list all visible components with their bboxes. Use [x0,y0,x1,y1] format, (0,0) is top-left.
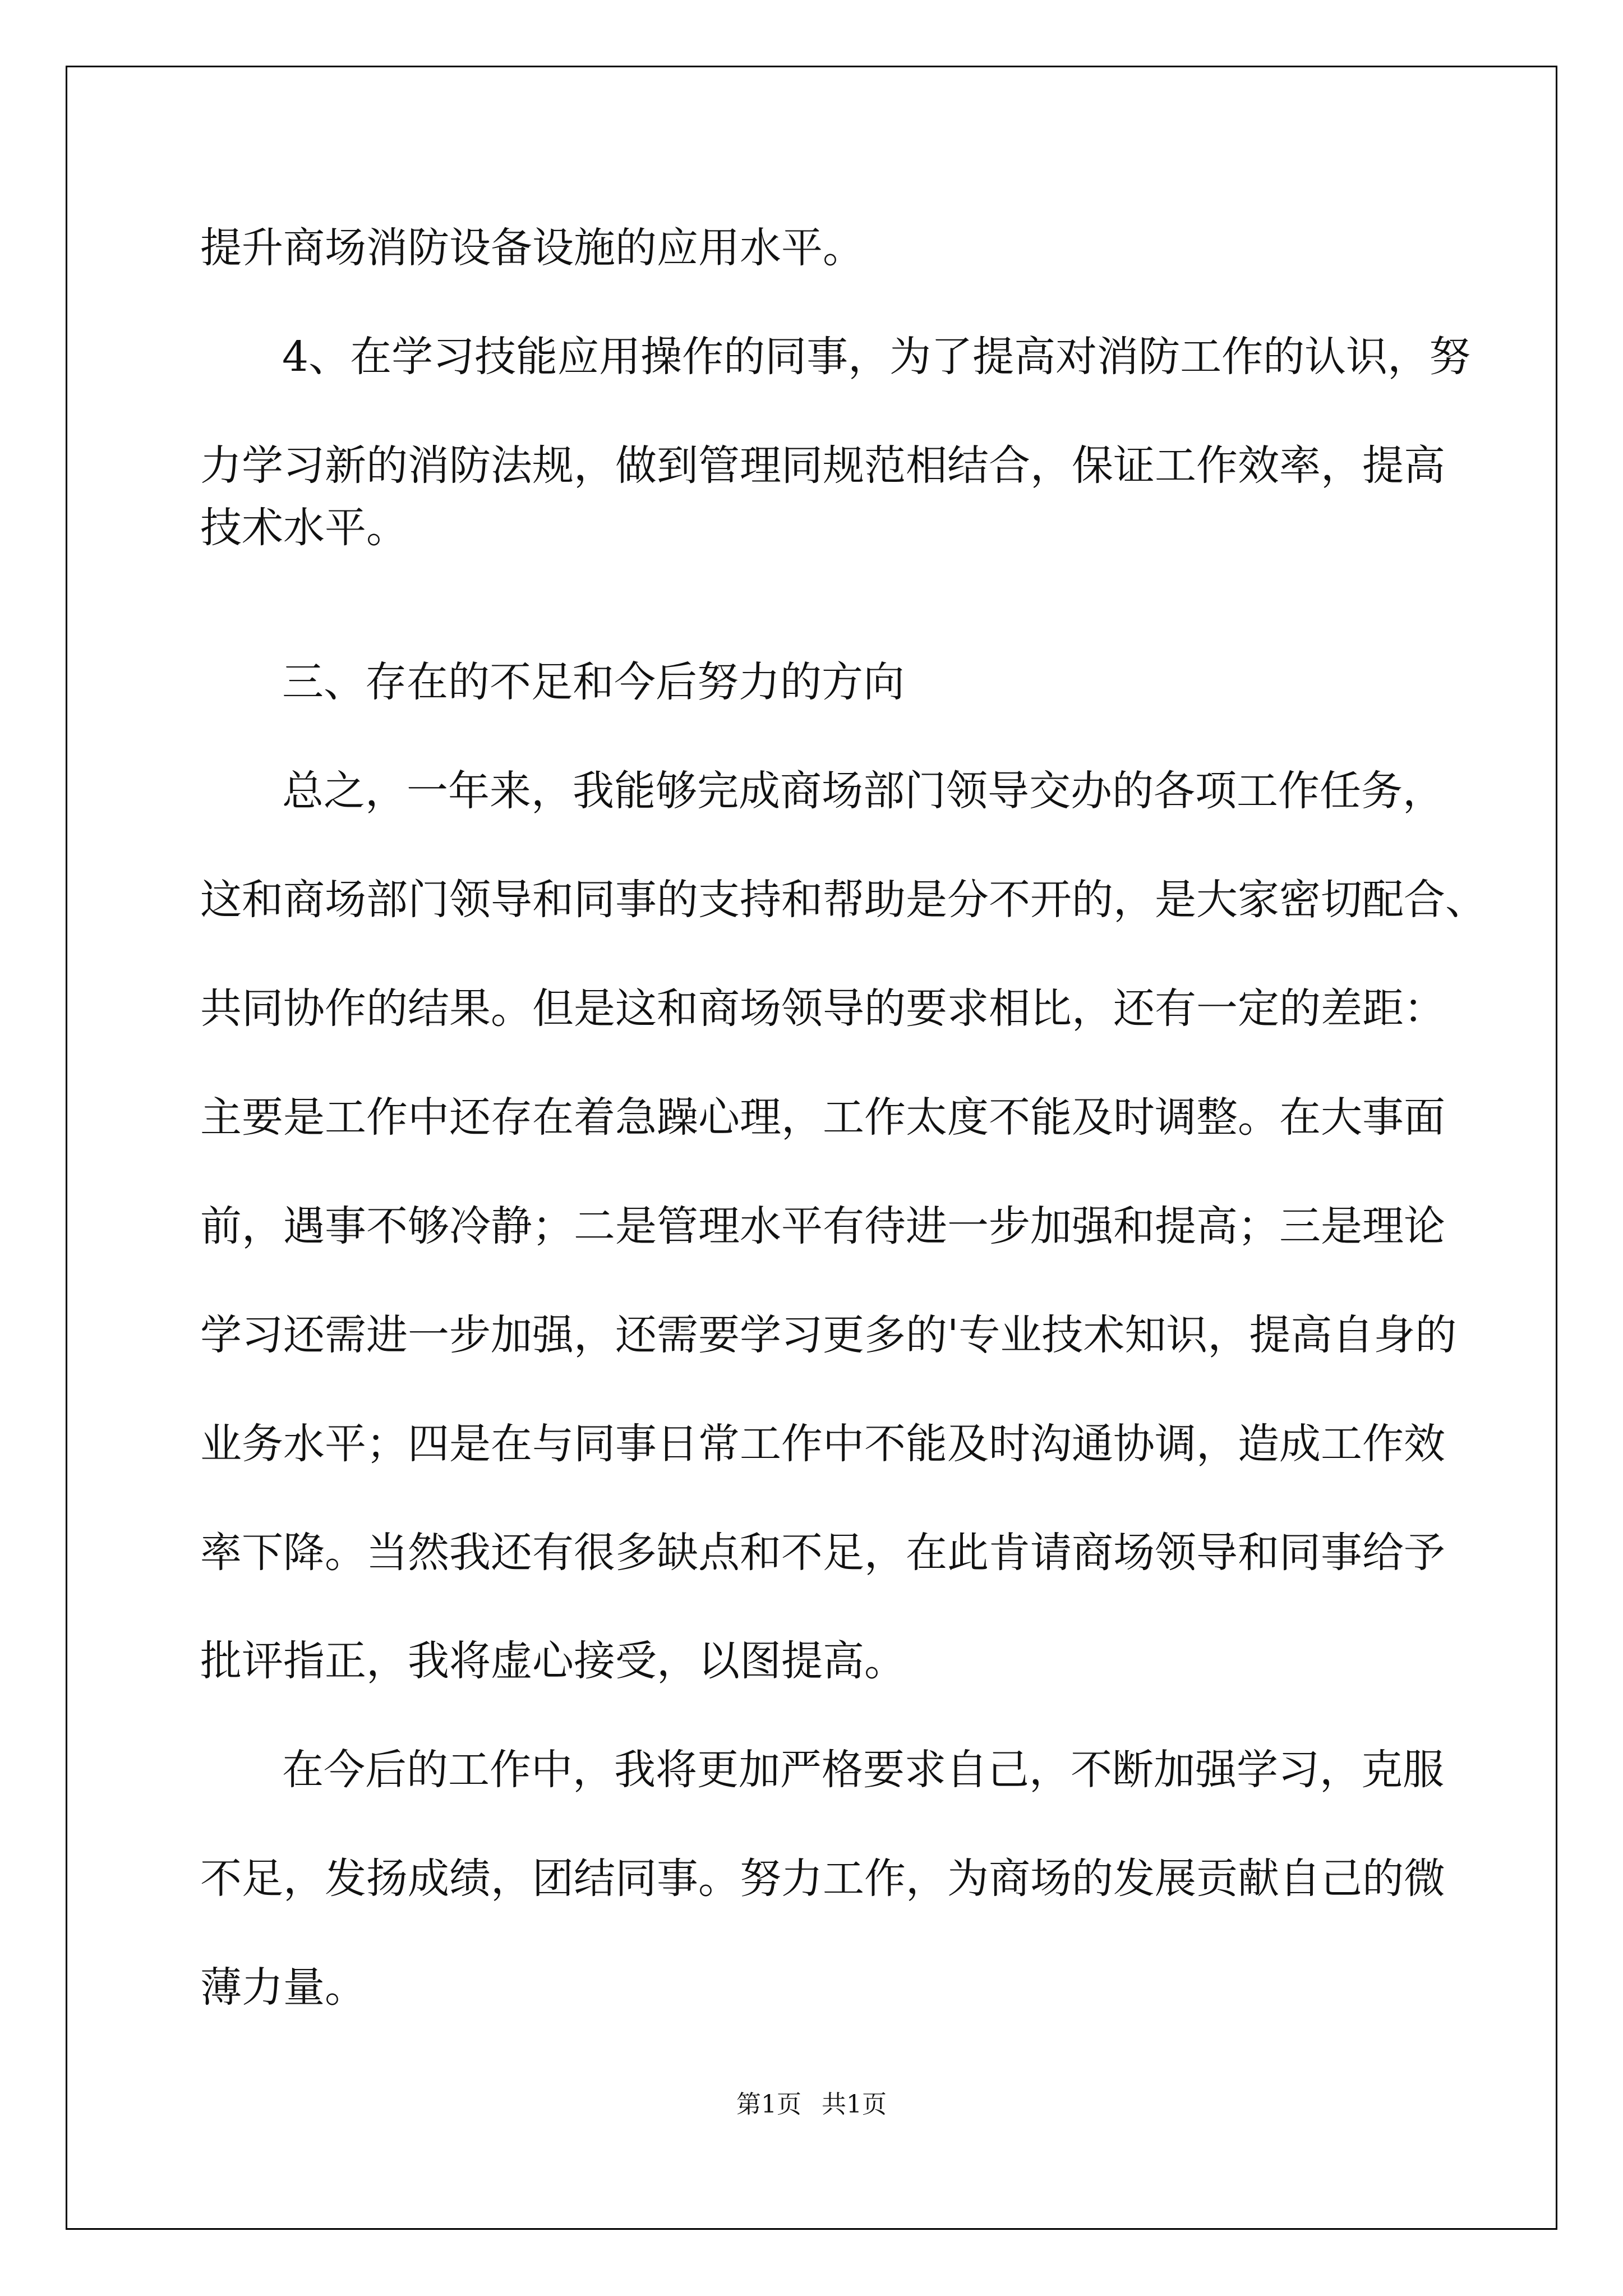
page-footer [0,2088,1623,2122]
body-line: 批评指正，我将虚心接受，以图提高。 [200,1637,906,1685]
body-line: 学习还需进一步加强，还需要学习更多的'专业技术知识，提高自身的 [200,1311,1457,1359]
body-line: 总之，一年来，我能够完成商场部门领导交办的各项工作任务， [282,767,1444,815]
body-line: 4、在学习技能应用操作的同事，为了提高对消防工作的认识，努 [282,333,1471,381]
body-line: 技术水平。 [200,504,408,552]
page-number: 第1页 [736,2090,801,2119]
body-line: 在今后的工作中，我将更加严格要求自己，不断加强学习，克服 [282,1746,1444,1794]
body-line: 共同协作的结果。但是这和商场领导的要求相比，还有一定的差距： [200,984,1445,1033]
body-line: 率下降。当然我还有很多缺点和不足，在此肯请商场领导和同事给予 [200,1529,1445,1577]
body-line: 薄力量。 [200,1963,366,2012]
body-line: 主要是工作中还存在着急躁心理，工作太度不能及时调整。在大事面 [200,1093,1445,1142]
body-line: 这和商场部门领导和同事的支持和帮助是分不开的，是大家密切配合、 [200,876,1487,924]
body-line: 力学习新的消防法规，做到管理同规范相结合，保证工作效率，提高 [200,441,1445,490]
page-total: 共1页 [822,2090,887,2119]
body-line: 前，遇事不够冷静；二是管理水平有待进一步加强和提高；三是理论 [200,1202,1445,1250]
body-line: 业务水平；四是在与同事日常工作中不能及时沟通协调，造成工作效 [200,1420,1445,1468]
body-line: 不足，发扬成绩，团结同事。努力工作，为商场的发展贡献自己的微 [200,1855,1445,1903]
section-heading: 三、存在的不足和今后努力的方向 [282,658,905,706]
body-line: 提升商场消防设备设施的应用水平。 [200,224,864,272]
